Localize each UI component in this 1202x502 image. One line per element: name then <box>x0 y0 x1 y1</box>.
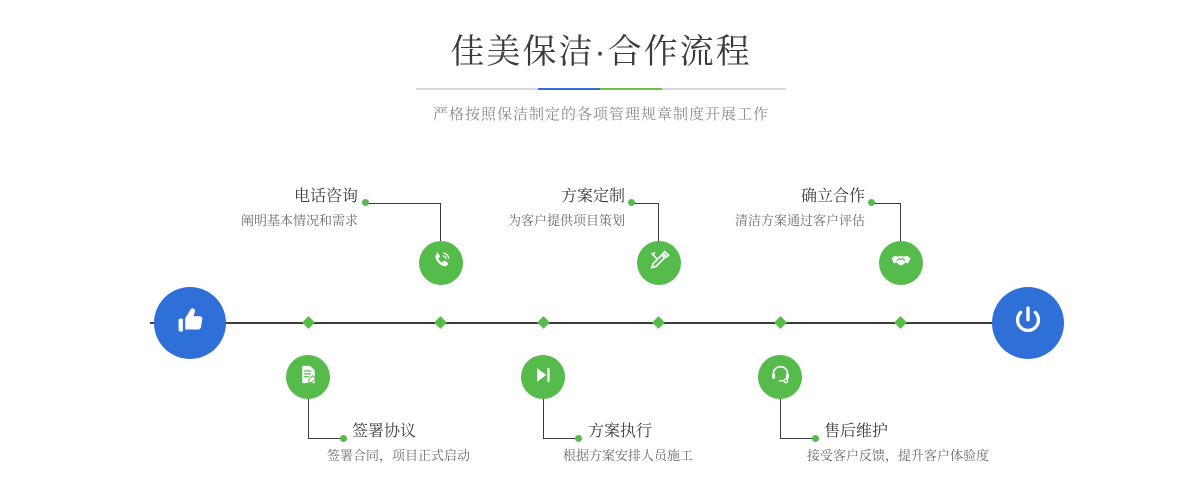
thumbs-up-icon <box>171 302 209 345</box>
connector-dot-establish-cooperation <box>868 199 875 206</box>
step-title: 签署协议 <box>352 423 417 440</box>
page-title: 佳美保洁·合作流程 <box>450 33 752 71</box>
timeline-marker-plan-execution <box>537 316 550 329</box>
connector-dot-sign-agreement <box>340 435 347 442</box>
step-title: 方案执行 <box>588 423 653 440</box>
phone-call-icon <box>429 249 453 278</box>
timeline-marker-after-sales <box>774 316 787 329</box>
step-node-sign-agreement <box>286 355 330 399</box>
timeline-axis <box>150 322 1052 324</box>
divider-segment-blue <box>538 88 600 90</box>
page-subtitle: 严格按照保洁制定的各项管理规章制度开展工作 <box>432 106 769 123</box>
title-divider <box>416 88 786 90</box>
timeline-marker-establish-cooperation <box>894 316 907 329</box>
customer-service-icon <box>769 363 792 391</box>
step-title: 售后维护 <box>824 423 889 440</box>
connector-after-sales-vertical <box>780 399 781 439</box>
timeline-end-endpoint <box>992 287 1064 359</box>
step-label-after-sales <box>807 422 1144 466</box>
timeline-marker-sign-agreement <box>302 316 315 329</box>
document-edit-icon <box>297 363 320 391</box>
play-forward-icon <box>532 364 554 391</box>
header <box>0 30 1202 124</box>
step-desc: 为客户提供项目策划 <box>507 213 625 228</box>
connector-establish-cooperation-vertical <box>900 203 901 241</box>
step-desc: 接受客户反馈，提升客户体验度 <box>807 448 990 463</box>
step-node-plan-execution <box>521 355 565 399</box>
connector-plan-execution-vertical <box>543 399 544 439</box>
connector-plan-execution-horizontal <box>543 438 577 439</box>
step-title: 方案定制 <box>560 188 625 205</box>
connector-sign-agreement-horizontal <box>308 438 342 439</box>
connector-sign-agreement-vertical <box>308 399 309 439</box>
step-node-after-sales <box>758 355 802 399</box>
step-desc: 根据方案安排人员施工 <box>563 448 694 463</box>
connector-dot-plan-execution <box>575 435 582 442</box>
timeline-marker-plan-customization <box>652 316 665 329</box>
step-node-establish-cooperation <box>879 241 923 285</box>
step-title: 确立合作 <box>800 188 865 205</box>
timeline-marker-phone-consult <box>434 316 447 329</box>
connector-establish-cooperation-horizontal <box>872 203 901 204</box>
step-desc: 阐明基本情况和需求 <box>240 213 358 228</box>
connector-after-sales-horizontal <box>780 438 814 439</box>
connector-dot-after-sales <box>812 435 819 442</box>
step-desc: 清洁方案通过客户评估 <box>734 213 865 228</box>
step-title: 电话咨询 <box>293 188 358 205</box>
divider-segment-green <box>600 88 662 90</box>
step-node-phone-consult <box>419 241 463 285</box>
power-icon <box>1009 302 1047 345</box>
timeline-start-endpoint <box>154 287 226 359</box>
timeline <box>0 160 1202 502</box>
step-node-plan-customization <box>637 241 681 285</box>
step-desc: 签署合同，项目正式启动 <box>327 448 471 463</box>
step-label-establish-cooperation <box>565 187 865 231</box>
handshake-icon <box>889 249 913 278</box>
step-label-phone-consult <box>58 187 358 231</box>
plan-pen-icon <box>648 249 671 277</box>
